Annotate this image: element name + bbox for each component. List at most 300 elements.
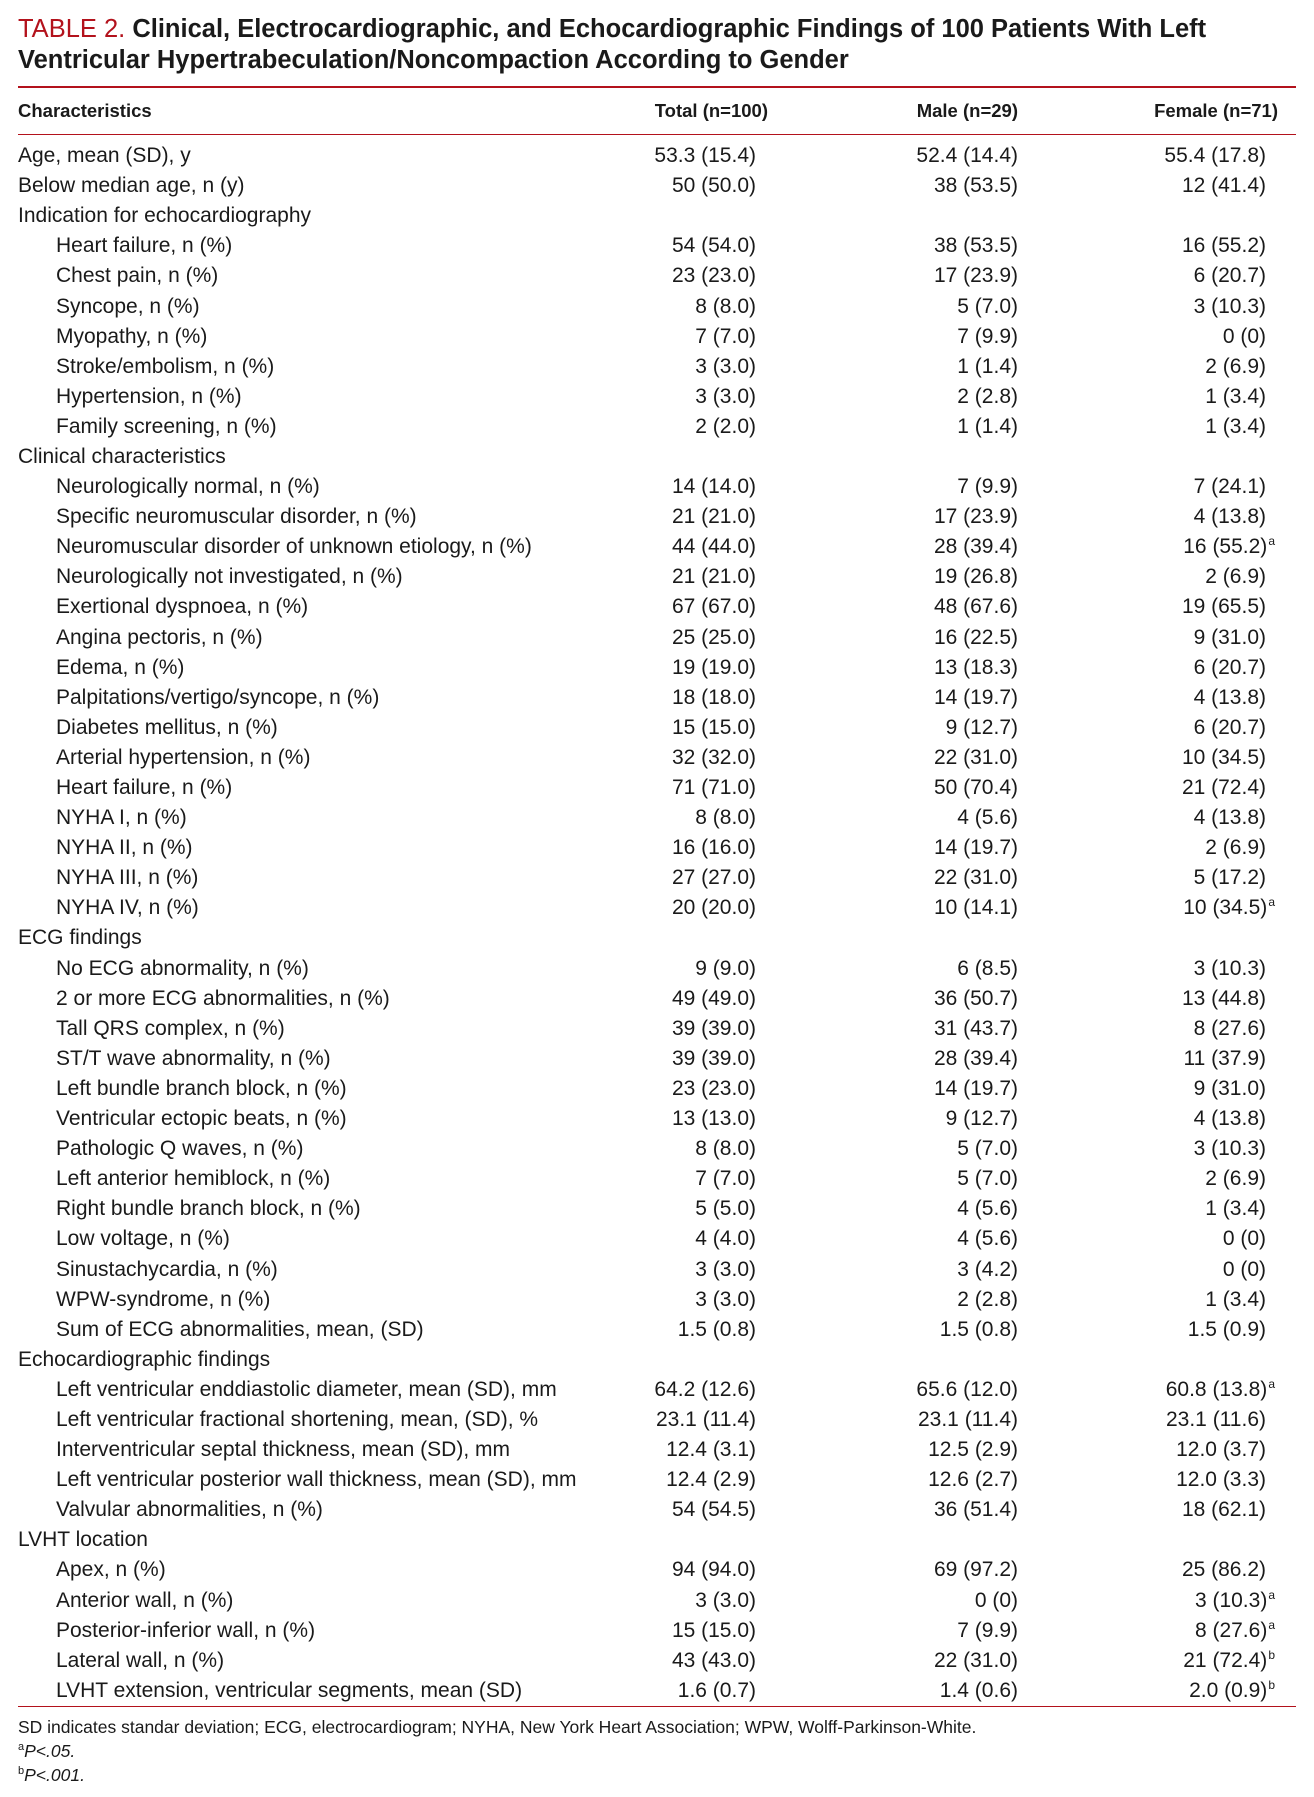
cell-male-text: 0 (0) (974, 1588, 1018, 1612)
cell-male-text: 36 (51.4) (933, 1498, 1018, 1522)
cell-male (768, 653, 1018, 683)
table-title (18, 14, 1296, 76)
cell-male-text: 7 (9.9) (957, 324, 1018, 348)
cell-male-text: 7 (9.9) (957, 1618, 1018, 1642)
cell-female (1018, 412, 1296, 442)
cell-male (768, 1405, 1018, 1435)
cell-male-text: 1.4 (0.6) (939, 1678, 1018, 1702)
cell-total (618, 1104, 768, 1134)
row-label-text: Left ventricular fractional shortening, mean, (SD), % (56, 1407, 539, 1431)
cell-female-text: 1.5 (0.9) (1187, 1317, 1266, 1341)
findings-table (18, 88, 1296, 134)
cell-female-text: 18 (62.1) (1181, 1498, 1266, 1522)
cell-total-text: 23 (23.0) (671, 264, 756, 288)
row-label-text: Interventricular septal thickness, mean (SD), mm (56, 1438, 510, 1462)
cell-total (618, 923, 768, 953)
cell-male-text: 28 (39.4) (933, 535, 1018, 559)
table-row (18, 713, 1296, 743)
table-row (18, 532, 1296, 562)
row-label-text: Sinustachycardia, n (%) (56, 1257, 278, 1281)
cell-total (618, 382, 768, 412)
cell-female (1018, 1044, 1296, 1074)
cell-female-text: 4 (13.8) (1193, 685, 1266, 709)
row-label-text: Heart failure, n (%) (56, 234, 233, 258)
row-label-text: Pathologic Q waves, n (%) (56, 1137, 304, 1161)
cell-male (768, 713, 1018, 743)
cell-total (618, 1435, 768, 1465)
cell-male (768, 1435, 1018, 1465)
cell-female-text: 4 (13.8) (1193, 505, 1266, 529)
cell-male-text: 22 (31.0) (933, 745, 1018, 769)
cell-total (618, 472, 768, 502)
cell-total-text: 7 (7.0) (695, 1167, 756, 1191)
cell-female (1018, 502, 1296, 532)
footnote-abbreviations: SD indicates standar deviation; ECG, electrocardiogram; NYHA, New York Heart Association; WPW, Wolff-Parkinson-White. (18, 1716, 977, 1737)
cell-female (1018, 1586, 1296, 1616)
cell-male (768, 1525, 1018, 1555)
cell-male (768, 352, 1018, 382)
table-row (18, 984, 1296, 1014)
cell-total (618, 1465, 768, 1495)
cell-female-text: 12 (41.4) (1181, 174, 1266, 198)
cell-female-text: 2 (6.9) (1205, 354, 1266, 378)
cell-male-text: 4 (5.6) (957, 806, 1018, 830)
cell-total-text: 44 (44.0) (671, 535, 756, 559)
cell-female-text: 21 (72.4) (1183, 1648, 1268, 1672)
cell-female (1018, 562, 1296, 592)
cell-female (1018, 713, 1296, 743)
row-label-text: Edema, n (%) (56, 655, 185, 679)
cell-female (1018, 322, 1296, 352)
cell-female (1018, 683, 1296, 713)
row-label-text: Apex, n (%) (56, 1558, 166, 1582)
table-row (18, 1104, 1296, 1134)
cell-total-text: 71 (71.0) (671, 776, 756, 800)
table-row (18, 592, 1296, 622)
table-row (18, 833, 1296, 863)
row-label-text: Specific neuromuscular disorder, n (%) (56, 505, 417, 529)
table-row (18, 382, 1296, 412)
cell-male-text: 22 (31.0) (933, 866, 1018, 890)
row-label-text: Stroke/embolism, n (%) (56, 354, 275, 378)
cell-male-text: 28 (39.4) (933, 1046, 1018, 1070)
row-label (18, 1616, 618, 1646)
row-label (18, 1014, 618, 1044)
row-label (18, 773, 618, 803)
table-row (18, 683, 1296, 713)
cell-male (768, 231, 1018, 261)
row-label (18, 1495, 618, 1525)
footnote-marker: a (1268, 534, 1275, 549)
cell-female-text: 3 (10.3) (1194, 1588, 1268, 1612)
row-label-text: 2 or more ECG abnormalities, n (%) (56, 986, 390, 1010)
row-label (18, 1435, 618, 1465)
table-row (18, 231, 1296, 261)
cell-total-text: 20 (20.0) (671, 896, 756, 920)
table-row (18, 1044, 1296, 1074)
footnote-b (18, 1763, 1296, 1787)
cell-female-text: 1 (3.4) (1205, 414, 1266, 438)
row-label (18, 1405, 618, 1435)
cell-male (768, 1465, 1018, 1495)
cell-total-text: 54 (54.5) (671, 1498, 756, 1522)
cell-total-text: 21 (21.0) (671, 505, 756, 529)
row-label-text: Echocardiographic findings (18, 1347, 271, 1371)
row-label (18, 683, 618, 713)
cell-male (768, 1616, 1018, 1646)
table-row (18, 1224, 1296, 1254)
table-row (18, 562, 1296, 592)
footnote-marker: b (1268, 1647, 1275, 1662)
cell-female (1018, 291, 1296, 321)
cell-total-text: 8 (8.0) (695, 294, 756, 318)
row-label-text: NYHA II, n (%) (56, 836, 193, 860)
row-label (18, 412, 618, 442)
table-row (18, 1074, 1296, 1104)
cell-male (768, 1194, 1018, 1224)
cell-female-text: 9 (31.0) (1193, 625, 1266, 649)
cell-female (1018, 1465, 1296, 1495)
cell-female (1018, 893, 1296, 923)
cell-male-text: 38 (53.5) (933, 174, 1018, 198)
cell-total-text: 39 (39.0) (671, 1016, 756, 1040)
cell-male (768, 1555, 1018, 1585)
table-row (18, 1164, 1296, 1194)
cell-total-text: 53.3 (15.4) (654, 144, 756, 168)
cell-male-text: 38 (53.5) (933, 234, 1018, 258)
row-label-text: Palpitations/vertigo/syncope, n (%) (56, 685, 380, 709)
cell-total-text: 16 (16.0) (671, 836, 756, 860)
cell-male-text: 5 (7.0) (957, 294, 1018, 318)
cell-male (768, 1164, 1018, 1194)
cell-female (1018, 1224, 1296, 1254)
cell-total-text: 12.4 (2.9) (666, 1468, 756, 1492)
cell-male-text: 69 (97.2) (933, 1558, 1018, 1582)
cell-total (618, 1074, 768, 1104)
cell-female (1018, 261, 1296, 291)
cell-total-text: 8 (8.0) (695, 1137, 756, 1161)
cell-female-text: 12.0 (3.3) (1176, 1468, 1266, 1492)
cell-total (618, 1254, 768, 1284)
cell-female-text: 1 (3.4) (1205, 1197, 1266, 1221)
row-label-text: Neurologically not investigated, n (%) (56, 565, 403, 589)
table-caption: Clinical, Electrocardiographic, and Echocardiographic Findings of 100 Patients With Left Ventricular Hypertrabeculation/Noncompaction According to Gender (18, 15, 1207, 74)
row-label (18, 1224, 618, 1254)
cell-male-text: 14 (19.7) (933, 1076, 1018, 1100)
cell-total (618, 833, 768, 863)
row-label (18, 472, 618, 502)
cell-total (618, 201, 768, 231)
cell-male (768, 1104, 1018, 1134)
row-label-text: WPW-syndrome, n (%) (56, 1287, 271, 1311)
cell-total-text: 12.4 (3.1) (666, 1438, 756, 1462)
cell-female-text: 6 (20.7) (1193, 715, 1266, 739)
cell-total-text: 49 (49.0) (671, 986, 756, 1010)
row-label-text: Left ventricular enddiastolic diameter, mean (SD), mm (56, 1377, 557, 1401)
cell-total (618, 502, 768, 532)
cell-total (618, 1676, 768, 1706)
cell-male (768, 1224, 1018, 1254)
row-label (18, 231, 618, 261)
cell-female (1018, 231, 1296, 261)
cell-female-text: 23.1 (11.6) (1165, 1407, 1266, 1431)
cell-female-text: 1 (3.4) (1205, 1287, 1266, 1311)
row-label (18, 1375, 618, 1405)
row-label (18, 592, 618, 622)
row-label-text: Lateral wall, n (%) (56, 1648, 225, 1672)
cell-male (768, 472, 1018, 502)
row-label (18, 1194, 618, 1224)
cell-male (768, 954, 1018, 984)
cell-female (1018, 1375, 1296, 1405)
cell-female-text: 8 (27.6) (1194, 1618, 1268, 1642)
cell-total-text: 13 (13.0) (671, 1107, 756, 1131)
row-label-text: NYHA III, n (%) (56, 866, 199, 890)
table-row (18, 412, 1296, 442)
cell-male-text: 13 (18.3) (933, 655, 1018, 679)
cell-male-text: 14 (19.7) (933, 685, 1018, 709)
cell-male (768, 1014, 1018, 1044)
row-label-text: No ECG abnormality, n (%) (56, 956, 309, 980)
cell-total (618, 291, 768, 321)
cell-male-text: 5 (7.0) (957, 1137, 1018, 1161)
cell-male-text: 48 (67.6) (933, 595, 1018, 619)
cell-female (1018, 1315, 1296, 1345)
row-label (18, 171, 618, 201)
row-label (18, 1285, 618, 1315)
table-row (18, 1616, 1296, 1646)
cell-total (618, 713, 768, 743)
row-label-text: Right bundle branch block, n (%) (56, 1197, 361, 1221)
cell-male-text: 12.5 (2.9) (928, 1438, 1018, 1462)
cell-female-text: 25 (86.2) (1181, 1558, 1266, 1582)
cell-total (618, 893, 768, 923)
row-label-text: NYHA I, n (%) (56, 806, 187, 830)
cell-total-text: 94 (94.0) (671, 1558, 756, 1582)
row-label-text: Sum of ECG abnormalities, mean, (SD) (56, 1317, 424, 1341)
cell-female-text: 4 (13.8) (1193, 1107, 1266, 1131)
cell-total (618, 863, 768, 893)
row-label-text: Hypertension, n (%) (56, 384, 242, 408)
row-label (18, 382, 618, 412)
cell-female (1018, 382, 1296, 412)
cell-female (1018, 1435, 1296, 1465)
row-label (18, 1525, 618, 1555)
row-label-text: Left bundle branch block, n (%) (56, 1076, 347, 1100)
cell-total-text: 3 (3.0) (695, 354, 756, 378)
cell-male (768, 382, 1018, 412)
cell-female (1018, 1194, 1296, 1224)
cell-total-text: 64.2 (12.6) (654, 1377, 756, 1401)
cell-total-text: 5 (5.0) (695, 1197, 756, 1221)
cell-female-text: 6 (20.7) (1193, 264, 1266, 288)
cell-female (1018, 1074, 1296, 1104)
row-label (18, 1646, 618, 1676)
cell-male-text: 9 (12.7) (945, 715, 1018, 739)
cell-female-text: 5 (17.2) (1193, 866, 1266, 890)
table-row (18, 623, 1296, 653)
row-label (18, 1044, 618, 1074)
cell-female-text: 7 (24.1) (1193, 475, 1266, 499)
cell-female (1018, 1164, 1296, 1194)
cell-male (768, 322, 1018, 352)
cell-female (1018, 1616, 1296, 1646)
cell-male-text: 6 (8.5) (957, 956, 1018, 980)
cell-female (1018, 472, 1296, 502)
row-label-text: Ventricular ectopic beats, n (%) (56, 1107, 347, 1131)
cell-male (768, 984, 1018, 1014)
cell-total (618, 1375, 768, 1405)
cell-total (618, 1525, 768, 1555)
cell-total-text: 3 (3.0) (695, 1257, 756, 1281)
cell-total (618, 803, 768, 833)
row-label (18, 1134, 618, 1164)
cell-total (618, 1586, 768, 1616)
row-label (18, 1345, 618, 1375)
row-label (18, 863, 618, 893)
cell-female (1018, 442, 1296, 472)
cell-female (1018, 532, 1296, 562)
row-label (18, 1676, 618, 1706)
cell-total-text: 67 (67.0) (671, 595, 756, 619)
cell-total-text: 2 (2.0) (695, 414, 756, 438)
footnote-a-text: P<.05. (24, 1740, 76, 1761)
table-row (18, 1555, 1296, 1585)
header-male: Male (n=29) (916, 100, 1018, 121)
row-label (18, 1465, 618, 1495)
cell-male (768, 502, 1018, 532)
row-label (18, 532, 618, 562)
table-row (18, 1375, 1296, 1405)
cell-total-text: 21 (21.0) (671, 565, 756, 589)
cell-total (618, 1044, 768, 1074)
table-row (18, 1676, 1296, 1706)
cell-female-text: 16 (55.2) (1181, 234, 1266, 258)
row-label-text: Neuromuscular disorder of unknown etiology, n (%) (56, 535, 532, 559)
header-female: Female (n=71) (1154, 100, 1278, 121)
row-label-text: Chest pain, n (%) (56, 264, 219, 288)
row-label (18, 1104, 618, 1134)
row-label (18, 713, 618, 743)
row-label (18, 322, 618, 352)
cell-female (1018, 1345, 1296, 1375)
cell-female-text: 4 (13.8) (1193, 806, 1266, 830)
cell-total-text: 3 (3.0) (695, 384, 756, 408)
cell-female-text: 8 (27.6) (1193, 1016, 1266, 1040)
cell-total (618, 171, 768, 201)
cell-male (768, 412, 1018, 442)
row-label (18, 623, 618, 653)
cell-total-text: 3 (3.0) (695, 1588, 756, 1612)
footnote-a (18, 1739, 1296, 1763)
footnote-marker: a (1268, 1617, 1275, 1632)
table-row (18, 352, 1296, 382)
cell-female (1018, 833, 1296, 863)
table-row (18, 1586, 1296, 1616)
table-row (18, 1465, 1296, 1495)
cell-total-text: 54 (54.0) (671, 234, 756, 258)
cell-total (618, 1014, 768, 1044)
table-row (18, 1435, 1296, 1465)
cell-total-text: 14 (14.0) (671, 475, 756, 499)
cell-female (1018, 1134, 1296, 1164)
cell-female (1018, 352, 1296, 382)
row-label-text: Angina pectoris, n (%) (56, 625, 263, 649)
row-label (18, 1074, 618, 1104)
cell-male (768, 833, 1018, 863)
cell-male-text: 3 (4.2) (957, 1257, 1018, 1281)
row-label (18, 954, 618, 984)
cell-female (1018, 803, 1296, 833)
cell-total-text: 1.6 (0.7) (677, 1678, 756, 1702)
cell-male-text: 2 (2.8) (957, 1287, 1018, 1311)
row-label-text: Clinical characteristics (18, 444, 226, 468)
row-label-text: Posterior-inferior wall, n (%) (56, 1618, 316, 1642)
table-row (18, 803, 1296, 833)
cell-total (618, 412, 768, 442)
cell-male-text: 2 (2.8) (957, 384, 1018, 408)
row-label (18, 833, 618, 863)
row-label (18, 135, 618, 171)
cell-total (618, 352, 768, 382)
table-row (18, 1495, 1296, 1525)
cell-male (768, 171, 1018, 201)
cell-female-text: 19 (65.5) (1181, 595, 1266, 619)
cell-total-text: 7 (7.0) (695, 324, 756, 348)
cell-female-text: 0 (0) (1222, 1227, 1266, 1251)
cell-male-text: 4 (5.6) (957, 1227, 1018, 1251)
cell-total (618, 683, 768, 713)
cell-female-text: 0 (0) (1222, 1257, 1266, 1281)
row-label-text: Low voltage, n (%) (56, 1227, 230, 1251)
section-row (18, 201, 1296, 231)
cell-total-text: 8 (8.0) (695, 806, 756, 830)
cell-male-text: 52.4 (14.4) (916, 144, 1018, 168)
cell-total-text: 23.1 (11.4) (655, 1407, 756, 1431)
footnote-b-text: P<.001. (24, 1764, 85, 1785)
table-row (18, 954, 1296, 984)
cell-male (768, 803, 1018, 833)
table-row (18, 1254, 1296, 1284)
row-label-text: LVHT location (18, 1528, 148, 1552)
cell-total (618, 743, 768, 773)
table-row (18, 1646, 1296, 1676)
cell-male (768, 1345, 1018, 1375)
row-label (18, 1586, 618, 1616)
cell-male (768, 135, 1018, 171)
cell-female (1018, 653, 1296, 683)
cell-total (618, 954, 768, 984)
cell-female-text: 2 (6.9) (1205, 565, 1266, 589)
cell-total-text: 18 (18.0) (671, 685, 756, 709)
row-label-text: ST/T wave abnormality, n (%) (56, 1046, 331, 1070)
cell-male-text: 17 (23.9) (933, 264, 1018, 288)
cell-female-text: 9 (31.0) (1193, 1076, 1266, 1100)
cell-male (768, 291, 1018, 321)
table-row (18, 863, 1296, 893)
cell-female-text: 3 (10.3) (1193, 1137, 1266, 1161)
row-label (18, 743, 618, 773)
cell-male (768, 1495, 1018, 1525)
cell-female (1018, 1555, 1296, 1585)
cell-male (768, 1676, 1018, 1706)
cell-total (618, 562, 768, 592)
section-row (18, 171, 1296, 201)
cell-female (1018, 1676, 1296, 1706)
table-footnotes (18, 1715, 1296, 1787)
row-label-text: Age, mean (SD), y (18, 144, 191, 168)
cell-female-text: 3 (10.3) (1193, 294, 1266, 318)
